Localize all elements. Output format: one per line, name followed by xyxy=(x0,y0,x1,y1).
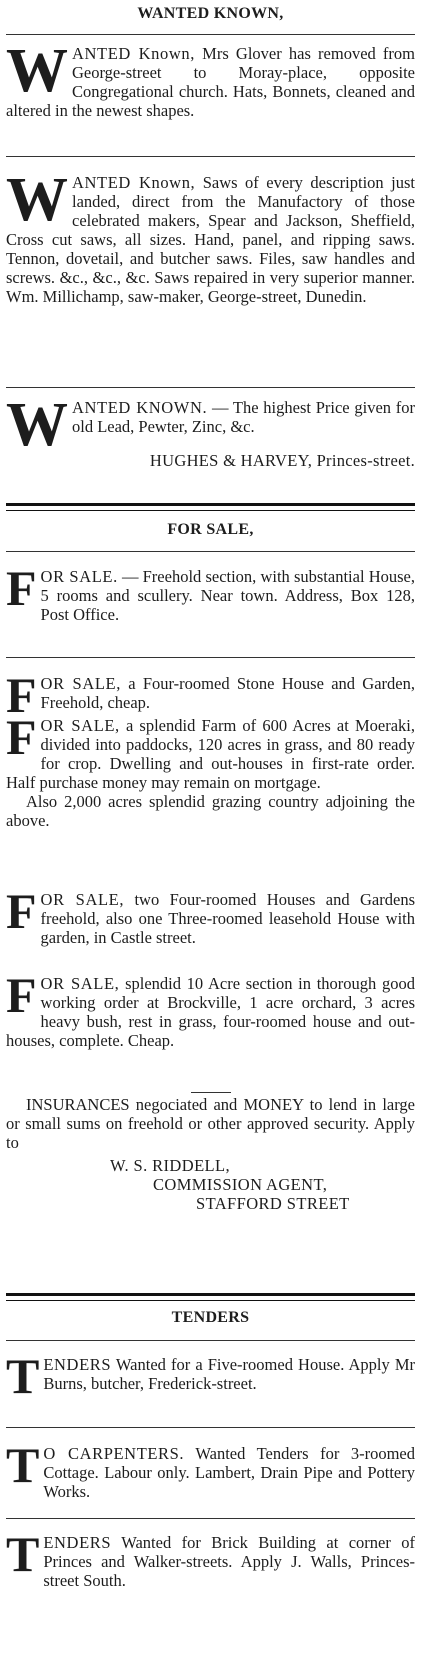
ad-lead: OR SALE, xyxy=(40,716,120,735)
ad-text: Wanted for a Five-roomed House. Apply Mr Burns, butcher, Frederick-street. xyxy=(43,1355,415,1393)
ad-text: Mrs Glover has removed from George-street to Moray-place, opposite Congregational church. Hats, Bonnets, cleaned and altered in the newest shapes. xyxy=(6,44,416,120)
ad-text: two Four-roomed Houses and Gardens freehold, also one Three-roomed leasehold House with garden, in Castle street. xyxy=(40,890,415,947)
ad-text: — Freehold section, with substantial House, 5 rooms and scullery. Near town. Address, Box 128, Post Office. xyxy=(40,567,415,624)
ad-millichamp xyxy=(6,166,415,387)
dropcap: W xyxy=(6,166,68,234)
ad-glover xyxy=(6,37,416,156)
divider xyxy=(6,387,415,388)
ad-carpenters xyxy=(6,1437,415,1504)
dropcap: W xyxy=(6,37,68,105)
ad-text: splendid 10 Acre section in thorough good working order at Brockville, 1 acre orchard, 3 acres heavy bush, rest in grass, four-roomed house and out-houses, complete. Cheap. xyxy=(6,974,415,1050)
ad-insurances xyxy=(6,1095,415,1225)
ad-lead: ANTED Known, xyxy=(72,173,196,192)
ad-text: a Four-roomed Stone House and Garden, Freehold, cheap. xyxy=(40,674,415,712)
dropcap: T xyxy=(6,1348,40,1404)
ad-signature: HUGHES & HARVEY, Princes-street. xyxy=(149,451,415,470)
ad-hughes-harvey xyxy=(6,391,415,494)
divider xyxy=(6,1427,415,1428)
ad-text: a splendid Farm of 600 Acres at Moeraki, divided into paddocks, 120 acres in grass, and 80 ready for crop. Dwelling and out-houses in first-rate order. Half purchase money may remain on mortgage. xyxy=(6,716,415,792)
dropcap: T xyxy=(6,1437,40,1493)
dropcap: F xyxy=(6,883,37,939)
section-divider xyxy=(6,503,415,511)
ad-walls xyxy=(6,1526,415,1593)
agent-street: STAFFORD STREET xyxy=(196,1194,350,1213)
for-sale-section xyxy=(6,520,415,1225)
ad-text: Saws of every description just landed, direct from the Manufactory of those celebrated makers, Spear and Jackson, Sheffield, Cross cut saws, all sizes. Hand, panel, and ripping saws. Tennon, dovetail, and butcher saws. Files, saw handles and screws. &c., &c., &c. Saws repaired in very superior manner. Wm. Millichamp, saw-maker, George-street, Dunedin. xyxy=(6,173,415,306)
divider xyxy=(6,156,415,157)
divider xyxy=(6,1518,415,1519)
ad-text: Wanted Tenders for 3-roomed Cottage. Labour only. Lambert, Drain Pipe and Pottery Works. xyxy=(43,1444,415,1501)
section-title-for-sale: FOR SALE, xyxy=(167,521,254,538)
ad-lead: ENDERS xyxy=(43,1355,112,1374)
dropcap: F xyxy=(6,709,37,765)
ad-stone-house xyxy=(6,667,415,723)
divider xyxy=(6,1340,415,1341)
ad-lead: ENDERS xyxy=(43,1533,112,1552)
tenders-section xyxy=(6,1308,415,1593)
ad-lead: OR SALE, xyxy=(40,674,121,693)
dropcap: W xyxy=(6,391,68,459)
ad-lead: OR SALE, xyxy=(40,890,125,909)
divider xyxy=(6,34,415,35)
ad-freehold-section xyxy=(6,560,415,647)
section-divider xyxy=(6,1293,415,1301)
dropcap: T xyxy=(6,1526,40,1582)
short-divider xyxy=(191,1092,231,1093)
ad-lead: OR SALE. xyxy=(40,567,118,586)
ad-lead: O CARPENTERS. xyxy=(43,1444,185,1463)
divider xyxy=(6,551,415,552)
ad-text: — The highest Price given for old Lead, Pewter, Zinc, &c. xyxy=(72,398,415,436)
dropcap: F xyxy=(6,560,37,616)
wanted-known-section xyxy=(6,0,415,494)
dropcap: F xyxy=(6,967,37,1023)
dropcap: F xyxy=(6,667,37,723)
ad-extra: Also 2,000 acres splendid grazing country adjoining the above. xyxy=(6,792,415,830)
ad-burns xyxy=(6,1348,415,1415)
ad-lead: ANTED Known, xyxy=(72,44,195,63)
insurance-text: INSURANCES negociated and MONEY to lend in large or small sums on freehold or other approved security. Apply to xyxy=(6,1095,415,1152)
ad-lead: ANTED KNOWN. xyxy=(72,398,208,417)
divider xyxy=(6,657,415,658)
agent-role: COMMISSION AGENT, xyxy=(153,1175,328,1194)
agent-name: W. S. RIDDELL, xyxy=(110,1156,231,1175)
section-title-tenders: TENDERS xyxy=(171,1309,250,1326)
ad-brockville xyxy=(6,967,415,1088)
ad-text: Wanted for Brick Building at corner of Princes and Walker-streets. Apply J. Walls, Princes-street South. xyxy=(43,1533,415,1590)
ad-two-houses xyxy=(6,883,415,966)
section-title-wanted-known: WANTED KNOWN, xyxy=(137,5,284,22)
ad-lead: OR SALE, xyxy=(40,974,120,993)
ad-moeraki-farm xyxy=(6,709,415,876)
